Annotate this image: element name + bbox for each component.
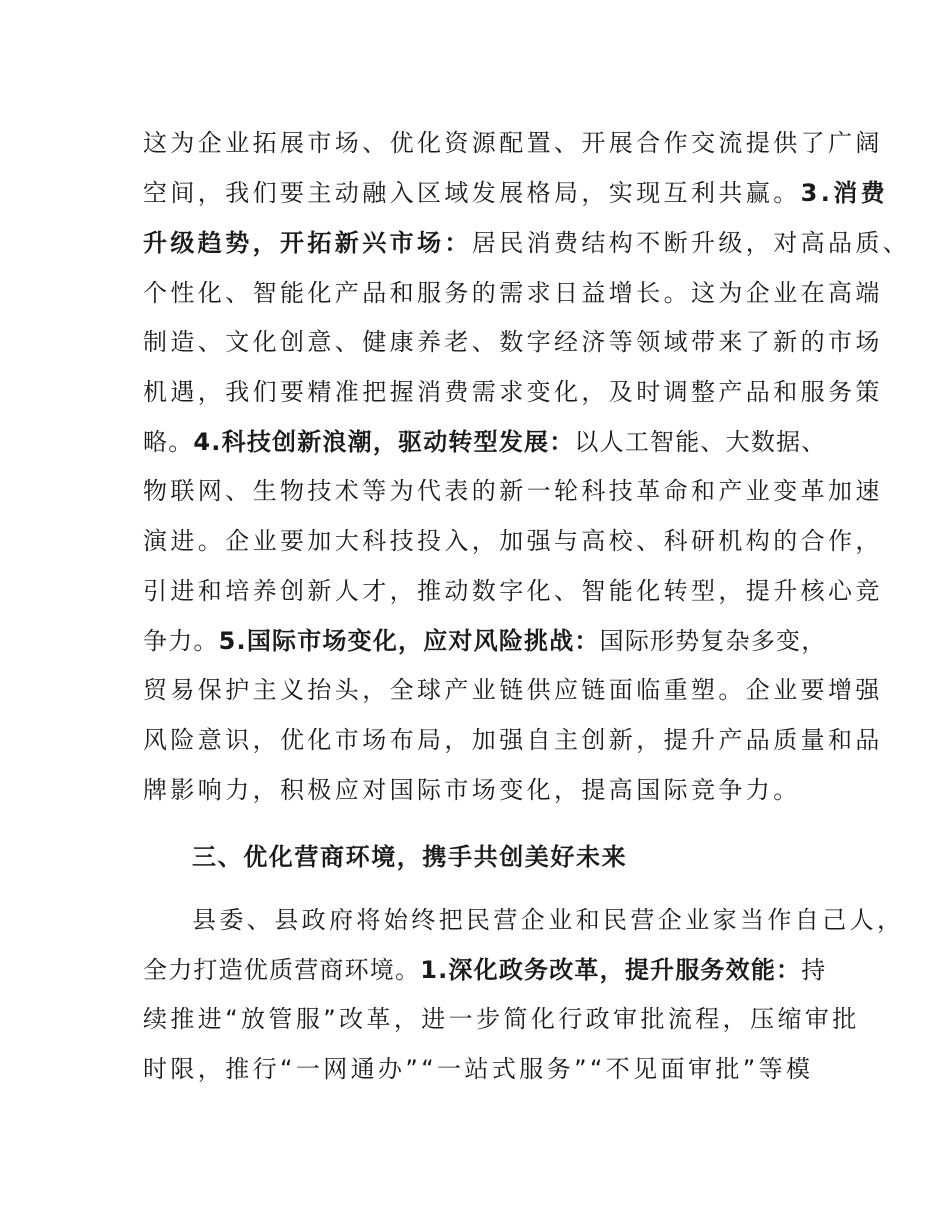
bold-subheading: 5.国际市场变化，应对风险挑战： — [218, 627, 600, 655]
body-text-line: 时限，推行“一网通办”“一站式服务”“不见面审批”等模 — [143, 1055, 814, 1083]
bold-subheading: 4.科技创新浪潮，驱动转型发展： — [193, 428, 575, 456]
body-text-line: 物联网、生物技术等为代表的新一轮科技革命和产业变革加速 — [143, 477, 883, 505]
body-text-line: 贸易保护主义抬头，全球产业链供应链面临重塑。企业要增强 — [143, 676, 883, 704]
body-text-line: 演进。企业要加大科技投入，加强与高校、科研机构的合作， — [143, 527, 883, 555]
body-text-line: 引进和培养创新人才，推动数字化、智能化转型，提升核心竞 — [143, 577, 883, 605]
bold-subheading: 升级趋势，开拓新兴市场： — [143, 229, 472, 257]
section-heading: 三、优化营商环境，携手共创美好未来 — [192, 843, 628, 871]
body-text-line: 全力打造优质营商环境。1.深化政务改革，提升服务效能：持 — [143, 956, 827, 984]
bold-subheading: 3.消费 — [800, 179, 889, 207]
body-text-line: 这为企业拓展市场、优化资源配置、开展合作交流提供了广阔 — [143, 129, 883, 157]
body-text-line: 续推进“放管服”改革，进一步简化行政审批流程，压缩审批 — [143, 1005, 860, 1033]
body-text-line: 升级趋势，开拓新兴市场：居民消费结构不断升级，对高品质、 — [143, 229, 911, 257]
body-text-line: 制造、文化创意、健康养老、数字经济等领域带来了新的市场 — [143, 328, 883, 356]
body-text-line: 个性化、智能化产品和服务的需求日益增长。这为企业在高端 — [143, 279, 883, 307]
body-text-line: 争力。5.国际市场变化，应对风险挑战：国际形势复杂多变， — [143, 627, 827, 655]
body-text-line: 风险意识，优化市场布局，加强自主创新，提升产品质量和品 — [143, 726, 883, 754]
body-text-line: 县委、县政府将始终把民营企业和民营企业家当作自己人， — [192, 906, 905, 934]
body-text-line: 牌影响力，积极应对国际市场变化，提高国际竞争力。 — [143, 776, 801, 804]
body-text-line: 机遇，我们要精准把握消费需求变化，及时调整产品和服务策 — [143, 378, 883, 406]
body-text-line: 略。4.科技创新浪潮，驱动转型发展：以人工智能、大数据、 — [143, 428, 827, 456]
body-text-line: 空间，我们要主动融入区域发展格局，实现互利共赢。3.消费 — [143, 179, 889, 207]
bold-subheading: 1.深化政务改革，提升服务效能： — [420, 956, 802, 984]
